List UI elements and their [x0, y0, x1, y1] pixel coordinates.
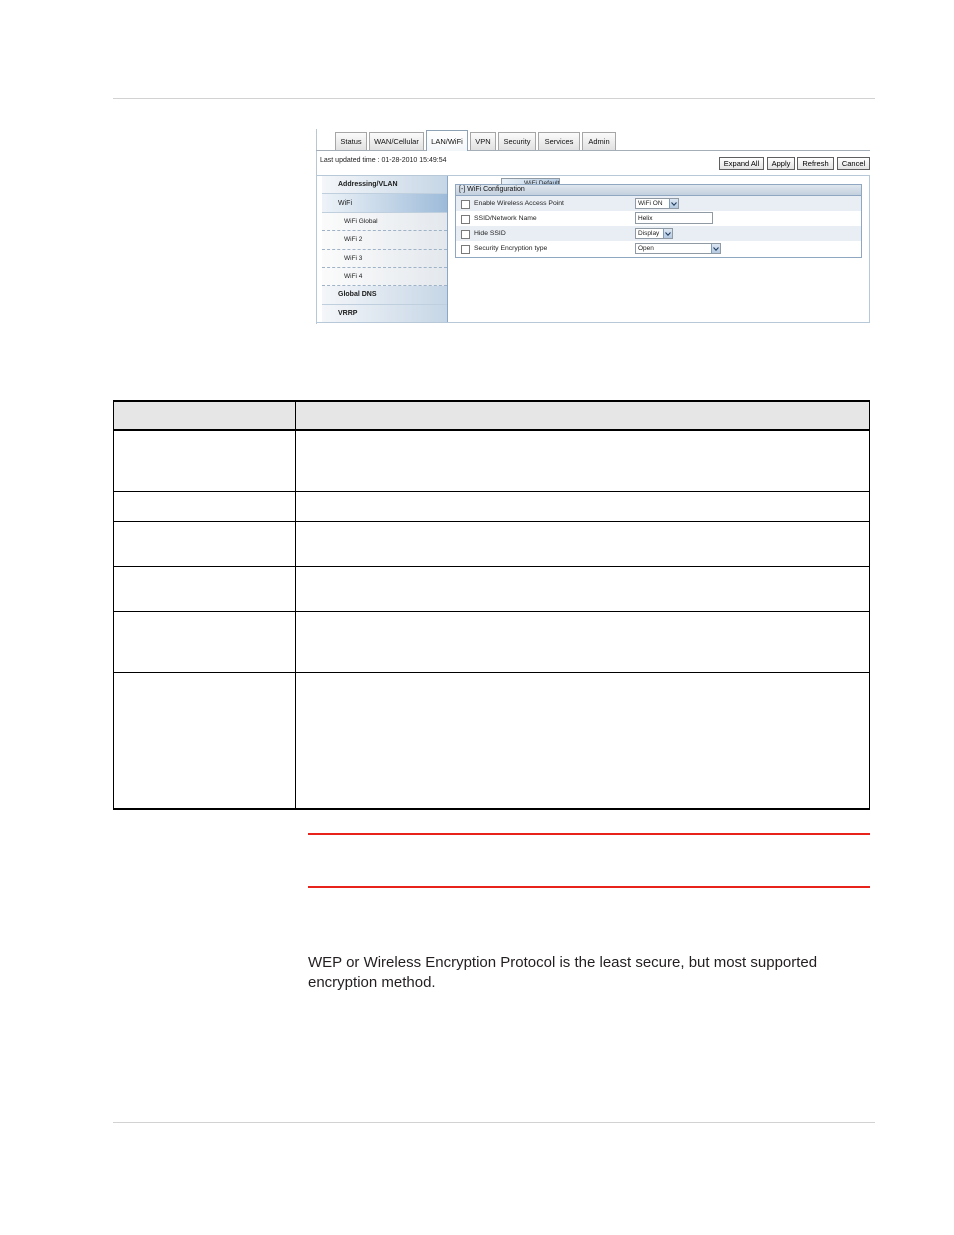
table-cell: [114, 522, 296, 566]
sidebar-item-wifi[interactable]: [322, 194, 447, 212]
table-cell: [114, 612, 296, 672]
settings-table: [113, 400, 870, 810]
tab-bar-baseline: [316, 150, 870, 151]
table-row: [113, 492, 870, 522]
select-value: Open: [638, 245, 654, 252]
sidebar-item-label: Global DNS: [338, 291, 377, 299]
wifi-configuration-panel: [455, 184, 862, 258]
encryption-type-label: Security Encryption type: [474, 245, 548, 252]
encryption-type-checkbox[interactable]: [461, 245, 470, 254]
note-rule-top: [308, 833, 870, 835]
config-row: [456, 211, 861, 226]
config-row: [456, 196, 861, 211]
sidebar-item-wifi-global[interactable]: [322, 213, 447, 231]
enable-wap-checkbox[interactable]: [461, 200, 470, 209]
table-row: [113, 567, 870, 612]
table-cell: [296, 431, 869, 491]
encryption-type-select[interactable]: [635, 243, 721, 254]
ssid-label: SSID/Network Name: [474, 215, 537, 222]
sidebar-item-wifi-3[interactable]: [322, 250, 447, 268]
table-cell: [296, 492, 869, 521]
ssid-checkbox[interactable]: [461, 215, 470, 224]
table-cell: [114, 492, 296, 521]
hide-ssid-checkbox[interactable]: [461, 230, 470, 239]
table-cell: [296, 567, 869, 611]
refresh-button[interactable]: Refresh: [797, 157, 834, 170]
panel-title[interactable]: [-] WiFi Configuration: [456, 185, 861, 196]
config-row: [456, 226, 861, 241]
sidebar-item-label: WiFi 3: [344, 254, 363, 262]
chevron-down-icon[interactable]: [663, 229, 672, 238]
tab-services[interactable]: Services: [538, 132, 580, 150]
apply-button[interactable]: Apply: [767, 157, 795, 170]
tab-wan-cellular[interactable]: WAN/Cellular: [369, 132, 424, 150]
tab-lan-wifi[interactable]: LAN/WiFi: [426, 130, 468, 151]
table-cell: [296, 522, 869, 566]
tab-vpn[interactable]: VPN: [470, 132, 496, 150]
select-value: WiFi ON: [638, 200, 663, 207]
ssid-input[interactable]: [635, 212, 713, 224]
note-rule-bottom: [308, 886, 870, 888]
table-row: [113, 522, 870, 567]
table-row: [113, 431, 870, 492]
enable-wap-select[interactable]: [635, 198, 679, 209]
table-row: [113, 612, 870, 673]
sidebar-item-global-dns[interactable]: [322, 286, 447, 304]
table-header-cell: [114, 402, 296, 429]
enable-wap-label: Enable Wireless Access Point: [474, 200, 564, 207]
hide-ssid-label: Hide SSID: [474, 230, 506, 237]
sidebar-item-addressing-vlan[interactable]: [322, 176, 447, 194]
config-row: [456, 241, 861, 256]
table-cell: [296, 612, 869, 672]
sidebar-item-label: WiFi 2: [344, 236, 363, 244]
select-value: Display: [638, 230, 660, 237]
sidebar-item-vrrp[interactable]: [322, 305, 447, 322]
table-cell: [114, 673, 296, 808]
tab-admin[interactable]: Admin: [582, 132, 616, 150]
sidebar-item-label: Addressing/VLAN: [338, 181, 398, 189]
table-header-row: [113, 400, 870, 431]
sidebar-item-label: WiFi 4: [344, 273, 363, 281]
sidebar-item-label: WiFi Global: [344, 217, 378, 225]
header-rule: [113, 98, 875, 99]
expand-all-button[interactable]: Expand All: [719, 157, 764, 170]
sidebar-item-label: VRRP: [338, 309, 358, 317]
table-cell: [296, 673, 869, 808]
last-updated-time: Last updated time : 01-28-2010 15:49:54: [320, 157, 447, 164]
cancel-button[interactable]: Cancel: [837, 157, 870, 170]
tab-security[interactable]: Security: [498, 132, 536, 150]
sidebar-item-wifi-4[interactable]: [322, 268, 447, 286]
router-ui-screenshot: [316, 129, 871, 324]
body-paragraph: WEP or Wireless Encryption Protocol is the least secure, but most supported encryption method.: [308, 954, 818, 991]
chevron-down-icon[interactable]: [711, 244, 720, 253]
footer-rule: [113, 1122, 875, 1123]
table-header-cell: [296, 402, 869, 429]
chevron-down-icon[interactable]: [669, 199, 678, 208]
sidebar-item-wifi-2[interactable]: [322, 231, 447, 249]
table-cell: [114, 431, 296, 491]
hide-ssid-select[interactable]: [635, 228, 673, 239]
tab-status[interactable]: Status: [335, 132, 367, 150]
table-cell: [114, 567, 296, 611]
sidebar-nav: [322, 176, 448, 322]
table-row: [113, 673, 870, 810]
sidebar-item-label: WiFi: [338, 199, 352, 207]
